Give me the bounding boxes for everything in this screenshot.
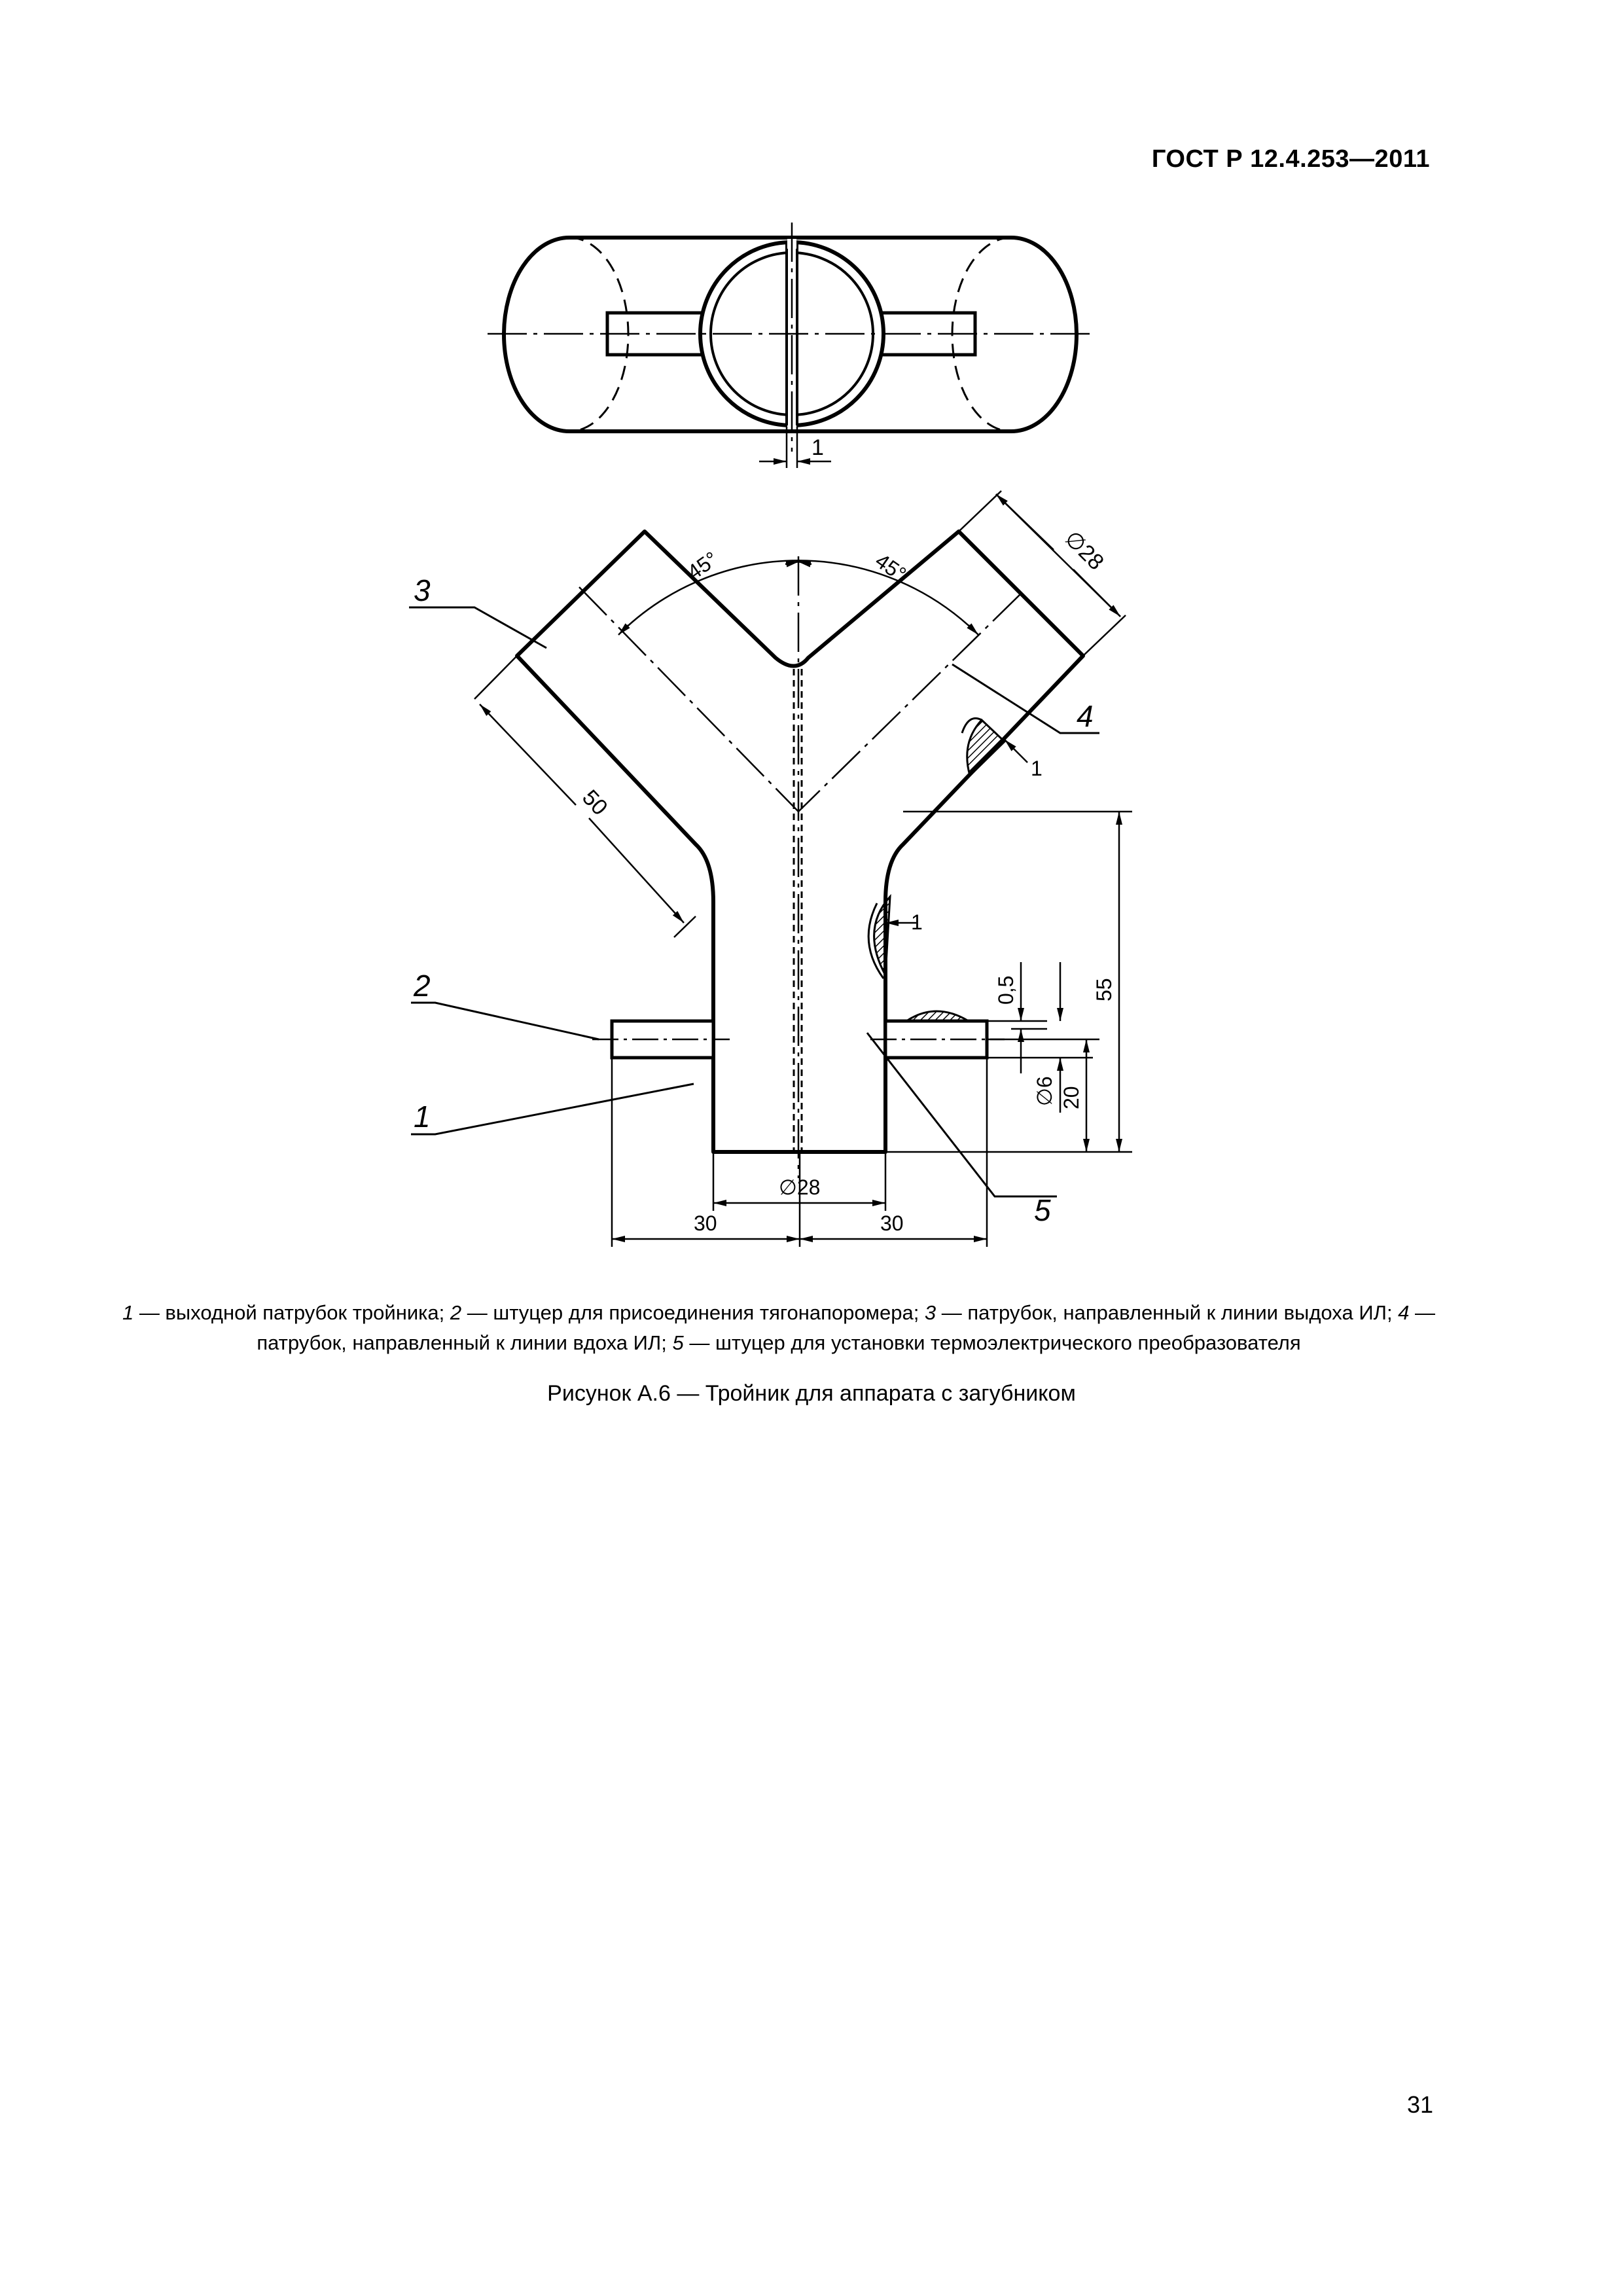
- dim-branch-diameter: ∅28: [1060, 526, 1109, 575]
- tee-outline: [517, 531, 1083, 1152]
- branch-left-centerline: [579, 587, 798, 812]
- leader-1: [411, 1084, 694, 1134]
- legend-text-4: — патрубок, направленный к линии вдоха ИЛ;: [257, 1301, 1436, 1354]
- dim-gap-0-5: 0,5: [994, 975, 1018, 1005]
- legend-num-5: 5: [672, 1331, 684, 1354]
- callout-3: 3: [414, 573, 431, 607]
- dim-angle-left: 45°: [683, 547, 722, 584]
- dim-outlet-diameter: ∅28: [779, 1175, 821, 1199]
- legend-num-4: 4: [1398, 1301, 1410, 1324]
- legend-text-1: — выходной патрубок тройника;: [134, 1301, 450, 1324]
- legend: [105, 1298, 1453, 1358]
- callout-1: 1: [414, 1100, 431, 1134]
- dim-fitting-diameter: ∅6: [1033, 1076, 1056, 1106]
- legend-text-2: — штуцер для присоединения тягонапоромера;: [461, 1301, 925, 1324]
- leader-3: [409, 607, 546, 648]
- dim-height-55: 55: [1092, 978, 1116, 1001]
- top-view: [488, 223, 1090, 468]
- callout-5: 5: [1034, 1193, 1051, 1227]
- page-number: 31: [1406, 2091, 1433, 2118]
- dim-height-20: 20: [1060, 1086, 1083, 1109]
- legend-num-1: 1: [122, 1301, 134, 1324]
- front-view: [409, 491, 1132, 1247]
- weld-top: [967, 720, 1005, 776]
- dim-weld-top: 1: [1031, 757, 1043, 780]
- figure-caption: Рисунок А.6 — Тройник для аппарата с загубником: [547, 1381, 1076, 1406]
- callout-4: 4: [1077, 699, 1094, 733]
- dim-weld-bottom: 1: [911, 910, 923, 934]
- branch-right-centerline: [798, 594, 1021, 812]
- legend-text-5: — штуцер для установки термоэлектрического преобразователя: [683, 1331, 1301, 1354]
- legend-num-3: 3: [924, 1301, 936, 1324]
- legend-text-3: — патрубок, направленный к линии выдоха ИЛ;: [936, 1301, 1399, 1324]
- dim-branch-length: 50: [577, 785, 613, 821]
- weld-bottom: [874, 897, 890, 975]
- document-header: ГОСТ Р 12.4.253—2011: [1151, 145, 1430, 173]
- callout-2: 2: [414, 969, 431, 1003]
- dim-right-30: 30: [880, 1211, 904, 1235]
- legend-num-2: 2: [450, 1301, 462, 1324]
- dim-left-30: 30: [694, 1211, 717, 1235]
- dim-gap: 1: [812, 435, 824, 460]
- dim-angle-right: 45°: [870, 548, 911, 586]
- leader-2: [411, 1003, 599, 1039]
